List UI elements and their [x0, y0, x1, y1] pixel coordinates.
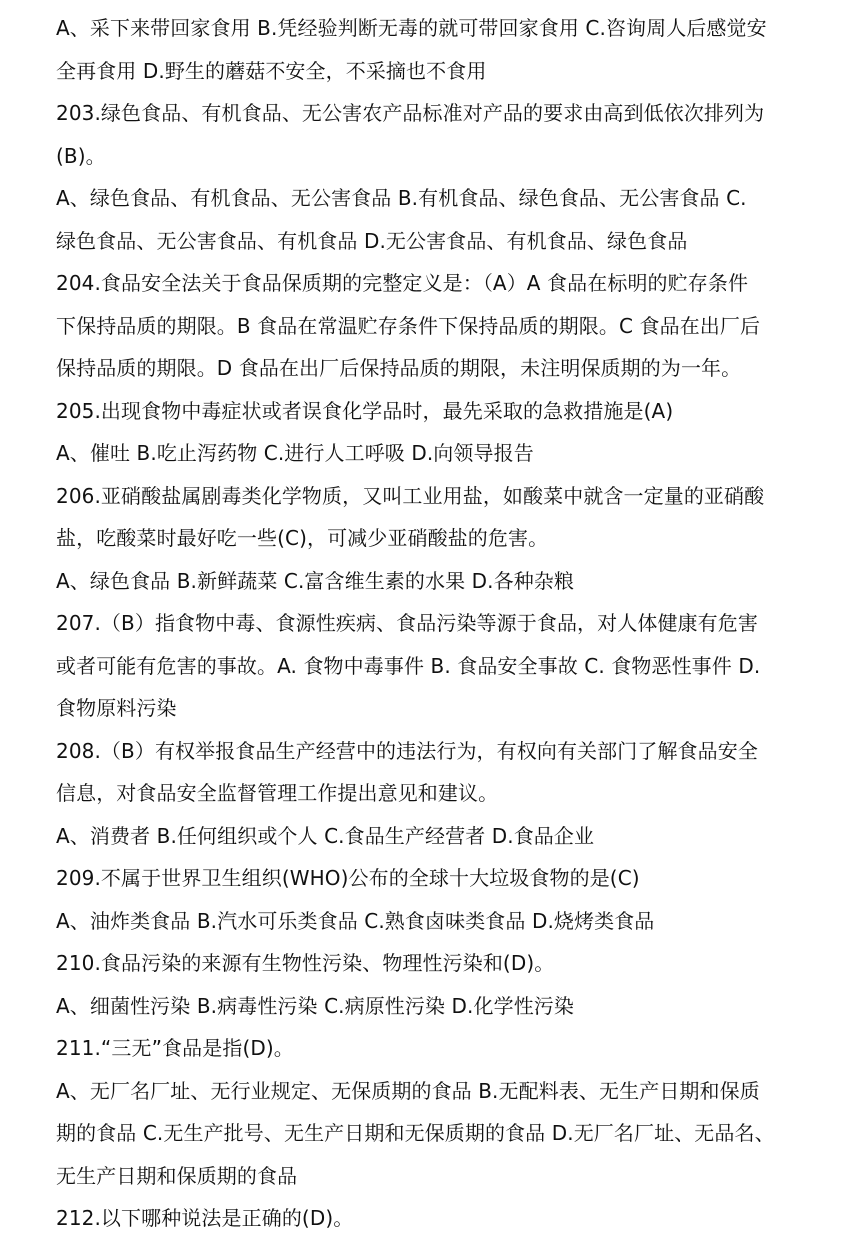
text-line: 期的食品 C.无生产批号、无生产日期和无保质期的食品 D.无厂名厂址、无品名、: [56, 1121, 775, 1145]
text-line: 保持品质的期限。D 食品在出厂后保持品质的期限，未注明保质期的为一年。: [56, 356, 742, 380]
text-line: 211.“三无”食品是指(D)。: [56, 1036, 294, 1060]
text-line: 205.出现食物中毒症状或者误食化学品时，最先采取的急救措施是(A): [56, 398, 674, 423]
text-line: 无生产日期和保质期的食品: [56, 1163, 298, 1188]
text-line: 食物原料污染: [56, 696, 177, 720]
text-line: 绿色食品、无公害食品、有机食品 D.无公害食品、有机食品、绿色食品: [56, 228, 688, 253]
text-line: 或者可能有危害的事故。A. 食物中毒事件 B. 食品安全事故 C. 食物恶性事件 D.: [56, 653, 761, 678]
text-line: 207.（B）指食物中毒、食源性疾病、食品污染等源于食品，对人体健康有危害: [56, 611, 758, 635]
text-line: A、消费者 B.任何组织或个人 C.食品生产经营者 D.食品企业: [56, 823, 595, 848]
text-line: 203.绿色食品、有机食品、无公害农产品标准对产品的要求由高到低依次排列为: [56, 101, 765, 125]
text-line: A、采下来带回家食用 B.凭经验判断无毒的就可带回家食用 C.咨询周人后感觉安: [56, 16, 767, 40]
text-line: 210.食品污染的来源有生物性污染、物理性污染和(D)。: [56, 951, 555, 975]
text-line: 盐，吃酸菜时最好吃一些(C)，可减少亚硝酸盐的危害。: [56, 526, 549, 550]
text-line: A、催吐 B.吃止泻药物 C.进行人工呼吸 D.向领导报告: [56, 441, 534, 465]
text-line: A、绿色食品、有机食品、无公害食品 B.有机食品、绿色食品、无公害食品 C.: [56, 186, 747, 210]
text-line: A、无厂名厂址、无行业规定、无保质期的食品 B.无配料表、无生产日期和保质: [56, 1078, 760, 1103]
text-line: A、细菌性污染 B.病毒性污染 C.病原性污染 D.化学性污染: [56, 993, 575, 1018]
text-line: 下保持品质的期限。B 食品在常温贮存条件下保持品质的期限。C 食品在出厂后: [56, 313, 761, 338]
text-line: 206.亚硝酸盐属剧毒类化学物质，又叫工业用盐，如酸菜中就含一定量的亚硝酸: [56, 483, 765, 508]
text-line: A、绿色食品 B.新鲜蔬菜 C.富含维生素的水果 D.各种杂粮: [56, 568, 575, 593]
text-line: 204.食品安全法关于食品保质期的完整定义是：（A）A 食品在标明的贮存条件: [56, 271, 749, 295]
text-line: 208.（B）有权举报食品生产经营中的违法行为，有权向有关部门了解食品安全: [56, 738, 758, 763]
text-line: 信息，对食品安全监督管理工作提出意见和建议。: [56, 781, 499, 805]
text-line: (B)。: [56, 143, 106, 168]
document-body: [56, 7, 856, 1240]
text-line: 209.不属于世界卫生组织(WHO)公布的全球十大垃圾食物的是(C): [56, 866, 640, 890]
text-line: 全再食用 D.野生的蘑菇不安全，不采摘也不食用: [56, 58, 487, 83]
text-line: 212.以下哪种说法是正确的(D)。: [56, 1206, 354, 1230]
text-line: A、油炸类食品 B.汽水可乐类食品 C.熟食卤味类食品 D.烧烤类食品: [56, 908, 655, 933]
